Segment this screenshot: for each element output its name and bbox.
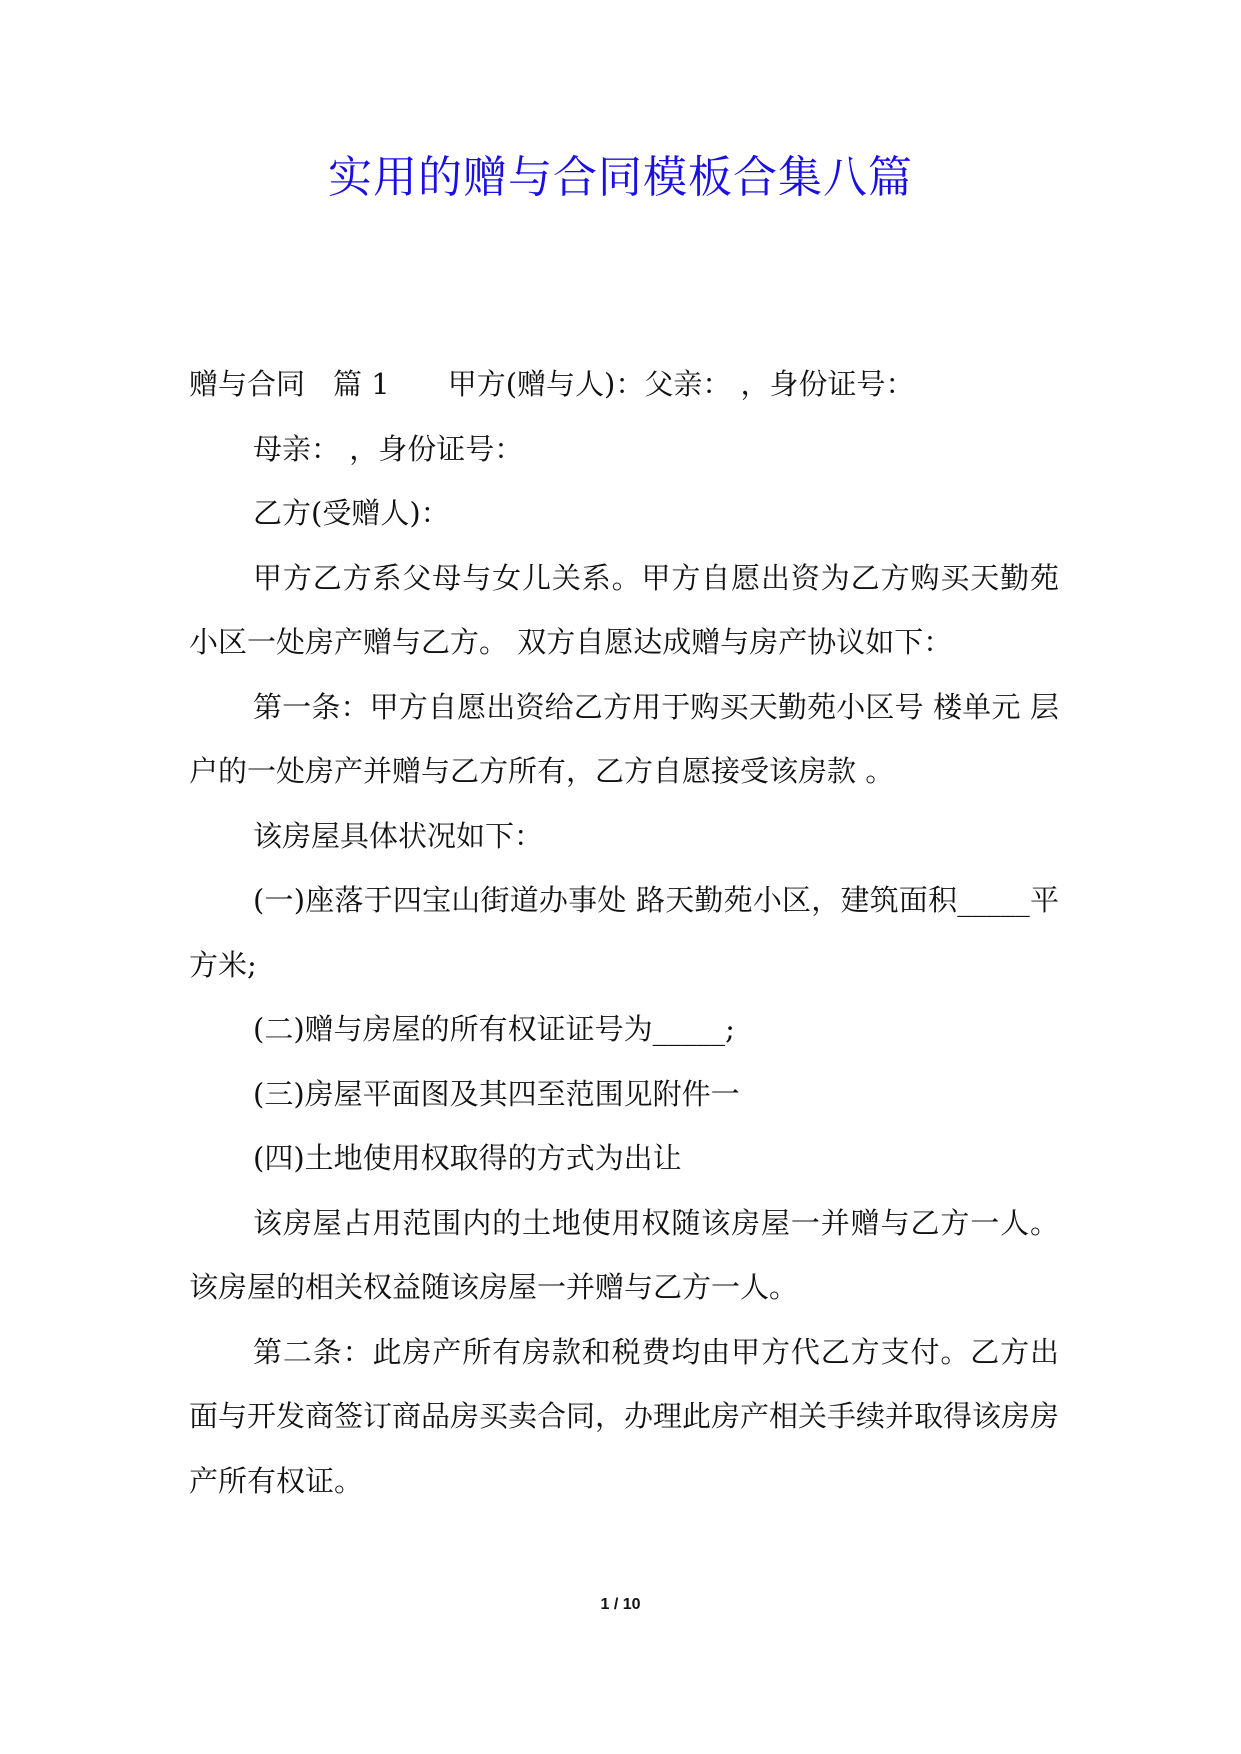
document-title: 实用的赠与合同模板合集八篇 (328, 152, 913, 203)
article-label: 篇 1 (333, 367, 390, 401)
paragraph: (三)房屋平面图及其四至范围见附件一 (253, 1076, 740, 1111)
heading-line (189, 352, 1059, 417)
page-number: 1 / 10 (600, 1596, 641, 1613)
document-body (189, 352, 1059, 1513)
party-a-line: 甲方(赠与人)：父亲： ，身份证号： (447, 367, 915, 401)
paragraph: 甲方乙方系父母与女儿关系。甲方自愿出资为乙方购买天勤苑小区一处房产赠与乙方。 双方自愿达成赠与房产协议如下： (189, 560, 1059, 659)
paragraph: (二)赠与房屋的所有权证证号为_____; (253, 1012, 735, 1046)
paragraph: 乙方(受赠人)： (253, 496, 450, 530)
paragraph: 第二条：此房产所有房款和税费均由甲方代乙方支付。乙方出面与开发商签订商品房买卖合同，办理此房产相关手续并取得该房房产所有权证。 (189, 1334, 1060, 1498)
paragraph: 该房屋具体状况如下： (253, 818, 544, 853)
paragraph: 该房屋占用范围内的土地使用权随该房屋一并赠与乙方一人。该房屋的相关权益随该房屋一并赠与乙方一人。 (189, 1205, 1059, 1304)
paragraph: 母亲： ，身份证号： (253, 431, 524, 466)
paragraph: 第一条：甲方自愿出资给乙方用于购买天勤苑小区号 楼单元 层 户的一处房产并赠与乙方所有，乙方自愿接受该房款 。 (189, 689, 1059, 788)
paragraph: (一)座落于四宝山街道办事处 路天勤苑小区，建筑面积_____平方米; (189, 883, 1059, 982)
section-label: 赠与合同 (189, 367, 306, 401)
paragraph: (四)土地使用权取得的方式为出让 (253, 1141, 682, 1175)
